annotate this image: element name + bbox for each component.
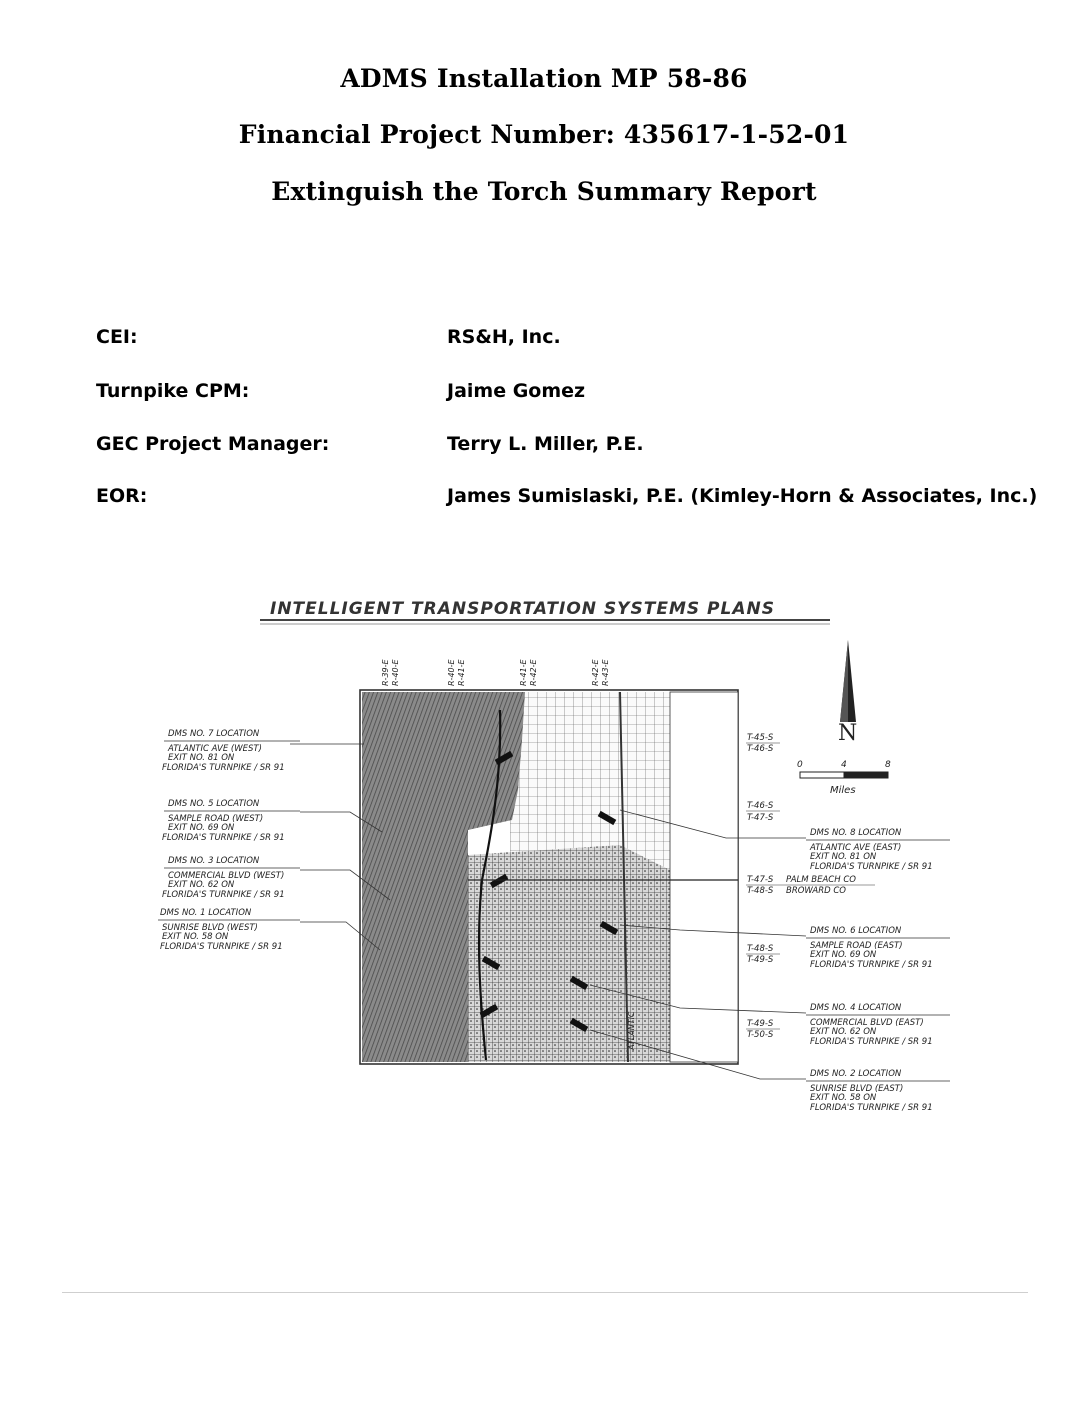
scale-tick: 0	[797, 760, 803, 770]
callout-line: EXIT NO. 81 ON	[168, 753, 235, 763]
callout-line: EXIT NO. 58 ON	[810, 1093, 877, 1103]
callout-title: DMS NO. 2 LOCATION	[810, 1069, 902, 1079]
township-label: T-47-S	[747, 875, 774, 885]
financial-project-number: Financial Project Number: 435617-1-52-01	[238, 120, 850, 149]
info-value: RS&H, Inc.	[447, 326, 561, 348]
left-callouts	[158, 729, 390, 952]
callout-dms-3	[162, 856, 390, 900]
range-labels	[381, 658, 610, 686]
range-label: R-40-E	[447, 659, 456, 686]
callout-line: EXIT NO. 69 ON	[810, 950, 877, 960]
callout-line: EXIT NO. 58 ON	[162, 932, 229, 942]
township-label: T-48-S	[747, 886, 774, 896]
callout-dms-7	[162, 729, 364, 773]
callout-line: EXIT NO. 81 ON	[810, 852, 877, 862]
info-label: GEC Project Manager:	[96, 433, 330, 455]
scale-bar	[797, 760, 891, 796]
township-label: T-49-S	[747, 955, 774, 965]
report-subtitle: Extinguish the Torch Summary Report	[271, 177, 817, 206]
callout-line: COMMERCIAL BLVD (WEST)	[168, 871, 285, 881]
callout-line: FLORIDA'S TURNPIKE / SR 91	[162, 890, 285, 900]
township-label: T-46-S	[747, 801, 774, 811]
info-label: EOR:	[96, 485, 148, 507]
callout-title: DMS NO. 7 LOCATION	[168, 729, 260, 739]
atlantic-label: ATLANTIC	[627, 1011, 636, 1050]
range-label: R-43-E	[601, 659, 610, 686]
township-label: T-49-S	[747, 1019, 774, 1029]
township-label: T-50-S	[747, 1030, 774, 1040]
callout-line: FLORIDA'S TURNPIKE / SR 91	[162, 763, 285, 773]
callout-line: EXIT NO. 62 ON	[168, 880, 235, 890]
info-value: Terry L. Miller, P.E.	[447, 433, 644, 455]
township-labels	[746, 733, 875, 1040]
info-value: James Sumislaski, P.E. (Kimley-Horn & Associates, Inc.)	[447, 485, 1038, 507]
callout-title: DMS NO. 8 LOCATION	[810, 828, 902, 838]
callout-line: COMMERCIAL BLVD (EAST)	[810, 1018, 924, 1028]
callout-line: ATLANTIC AVE (EAST)	[810, 843, 902, 853]
callout-line: FLORIDA'S TURNPIKE / SR 91	[810, 960, 933, 970]
range-label: R-41-E	[457, 659, 466, 686]
callout-line: FLORIDA'S TURNPIKE / SR 91	[160, 942, 283, 952]
callout-title: DMS NO. 5 LOCATION	[168, 799, 260, 809]
range-label: R-41-E	[519, 659, 528, 686]
info-label: Turnpike CPM:	[96, 380, 250, 402]
info-value: Jaime Gomez	[447, 380, 586, 402]
scale-tick: 4	[841, 760, 847, 770]
callout-line: FLORIDA'S TURNPIKE / SR 91	[810, 1037, 933, 1047]
county-label-broward: BROWARD CO	[786, 886, 847, 896]
callout-title: DMS NO. 1 LOCATION	[160, 908, 252, 918]
callout-title: DMS NO. 4 LOCATION	[810, 1003, 902, 1013]
footer-divider	[62, 1292, 1028, 1293]
callout-title: DMS NO. 6 LOCATION	[810, 926, 902, 936]
callout-line: SAMPLE ROAD (EAST)	[810, 941, 903, 951]
callout-line: EXIT NO. 69 ON	[168, 823, 235, 833]
township-label: T-47-S	[747, 813, 774, 823]
callout-dms-5	[162, 799, 382, 843]
scale-unit: Miles	[830, 785, 856, 796]
callout-line: EXIT NO. 62 ON	[810, 1027, 877, 1037]
callout-line: SUNRISE BLVD (WEST)	[162, 923, 258, 933]
north-label: N	[838, 721, 858, 746]
township-label: T-45-S	[747, 733, 774, 743]
township-label: T-46-S	[747, 744, 774, 754]
scale-tick: 8	[885, 760, 891, 770]
document-title: ADMS Installation MP 58-86	[340, 64, 748, 93]
township-label: T-48-S	[747, 944, 774, 954]
ocean-strip	[670, 692, 738, 1062]
urban-region	[468, 845, 670, 1062]
callout-line: SAMPLE ROAD (WEST)	[168, 814, 264, 824]
callout-line: SUNRISE BLVD (EAST)	[810, 1084, 904, 1094]
range-label: R-39-E	[381, 659, 390, 686]
range-label: R-40-E	[391, 659, 400, 686]
callout-line: FLORIDA'S TURNPIKE / SR 91	[810, 1103, 933, 1113]
map-title: INTELLIGENT TRANSPORTATION SYSTEMS PLANS	[270, 599, 775, 619]
its-plans-map	[150, 580, 970, 1140]
callout-dms-1	[158, 908, 380, 952]
range-label: R-42-E	[529, 659, 538, 686]
callout-title: DMS NO. 3 LOCATION	[168, 856, 260, 866]
info-label: CEI:	[96, 326, 138, 348]
north-arrow	[838, 640, 857, 746]
callout-line: ATLANTIC AVE (WEST)	[168, 744, 262, 754]
callout-line: FLORIDA'S TURNPIKE / SR 91	[810, 862, 933, 872]
range-label: R-42-E	[591, 659, 600, 686]
county-label-palm-beach: PALM BEACH CO	[786, 875, 856, 885]
callout-line: FLORIDA'S TURNPIKE / SR 91	[162, 833, 285, 843]
